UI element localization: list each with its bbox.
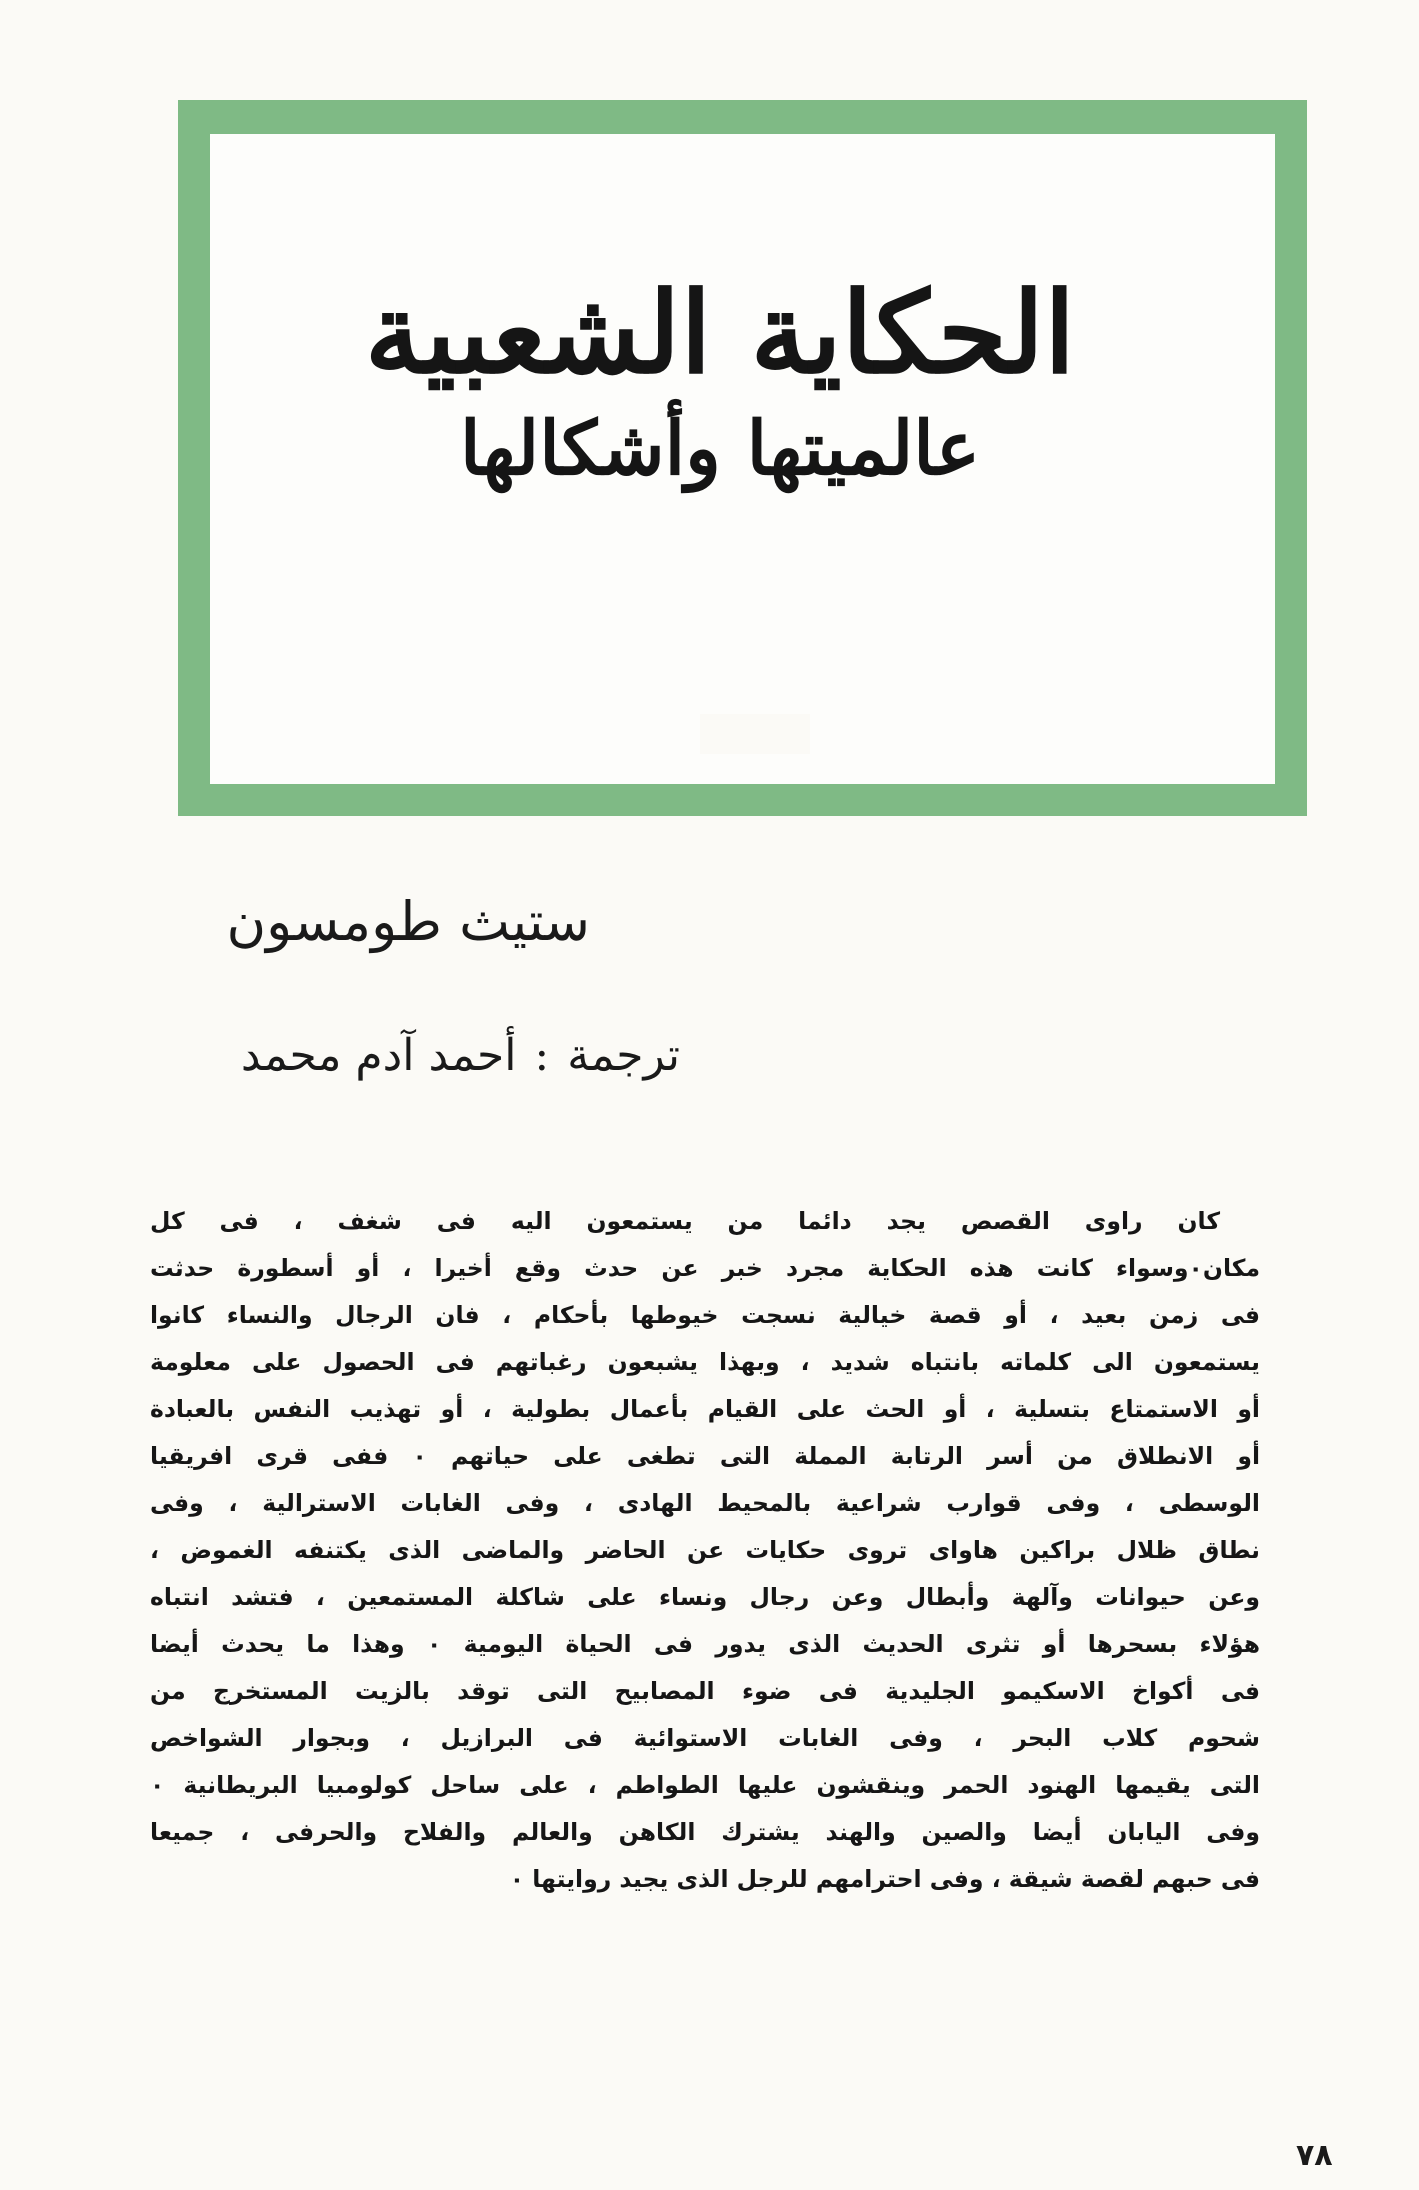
translator-label: ترجمة [567, 1030, 680, 1081]
body-line: التى يقيمها الهنود الحمر وينقشون عليها الطواطم ، على ساحل كولومبيا البريطانية ٠ [150, 1771, 1260, 1799]
title-block [330, 270, 1110, 494]
body-line: أو الاستمتاع بتسلية ، أو الحث على القيام بأعمال بطولية ، أو تهذيب النفس بالعبادة [150, 1395, 1260, 1423]
body-line: مكان٠وسواء كانت هذه الحكاية مجرد خبر عن حدث وقع أخيرا ، أو أسطورة حدثت [150, 1254, 1260, 1282]
body-line: وعن حيوانات وآلهة وأبطال وعن رجال ونساء على شاكلة المستمعين ، فتشد انتباه [150, 1583, 1260, 1611]
body-line: وفى اليابان أيضا والصين والهند يشترك الكاهن والعالم والفلاح والحرفى ، جميعا [150, 1818, 1260, 1846]
body-line: يستمعون الى كلماته بانتباه شديد ، وبهذا يشبعون رغباتهم فى الحصول على معلومة [150, 1348, 1260, 1376]
article-subtitle: عالميتها وأشكالها [459, 405, 981, 492]
body-line: أو الانطلاق من أسر الرتابة المملة التى تطغى على حياتهم ٠ ففى قرى افريقيا [150, 1442, 1260, 1470]
title-frame-gap [700, 714, 810, 754]
translator-credit [190, 1030, 680, 1081]
translator-name: أحمد آدم محمد [240, 1030, 517, 1081]
author-name: ستيث طومسون [226, 890, 590, 953]
body-line: فى زمن بعيد ، أو قصة خيالية نسجت خيوطها بأحكام ، فان الرجال والنساء كانوا [150, 1301, 1260, 1329]
body-line: فى أكواخ الاسكيمو الجليدية فى ضوء المصابيح التى توقد بالزيت المستخرج من [150, 1677, 1260, 1705]
body-line: فى حبهم لقصة شيقة ، وفى احترامهم للرجل الذى يجيد روايتها ٠ [509, 1865, 1260, 1893]
body-line: هؤلاء بسحرها أو تثرى الحديث الذى يدور فى الحياة اليومية ٠ وهذا ما يحدث أيضا [150, 1630, 1260, 1658]
translator-separator: : [534, 1030, 550, 1081]
body-line: شحوم كلاب البحر ، وفى الغابات الاستوائية فى البرازيل ، وبجوار الشواخص [150, 1724, 1260, 1752]
article-body [150, 1198, 1260, 1903]
body-line: كان راوى القصص يجد دائما من يستمعون اليه فى شغف ، فى كل [150, 1207, 1220, 1235]
body-line: نطاق ظلال براكين هاواى تروى حكايات عن الحاضر والماضى الذى يكتنفه الغموض ، [150, 1536, 1260, 1564]
page-number: ٧٨ [1296, 2138, 1333, 2173]
body-line: الوسطى ، وفى قوارب شراعية بالمحيط الهادى ، وفى الغابات الاسترالية ، وفى [150, 1489, 1260, 1517]
article-title: الحكاية الشعبية [364, 268, 1076, 399]
